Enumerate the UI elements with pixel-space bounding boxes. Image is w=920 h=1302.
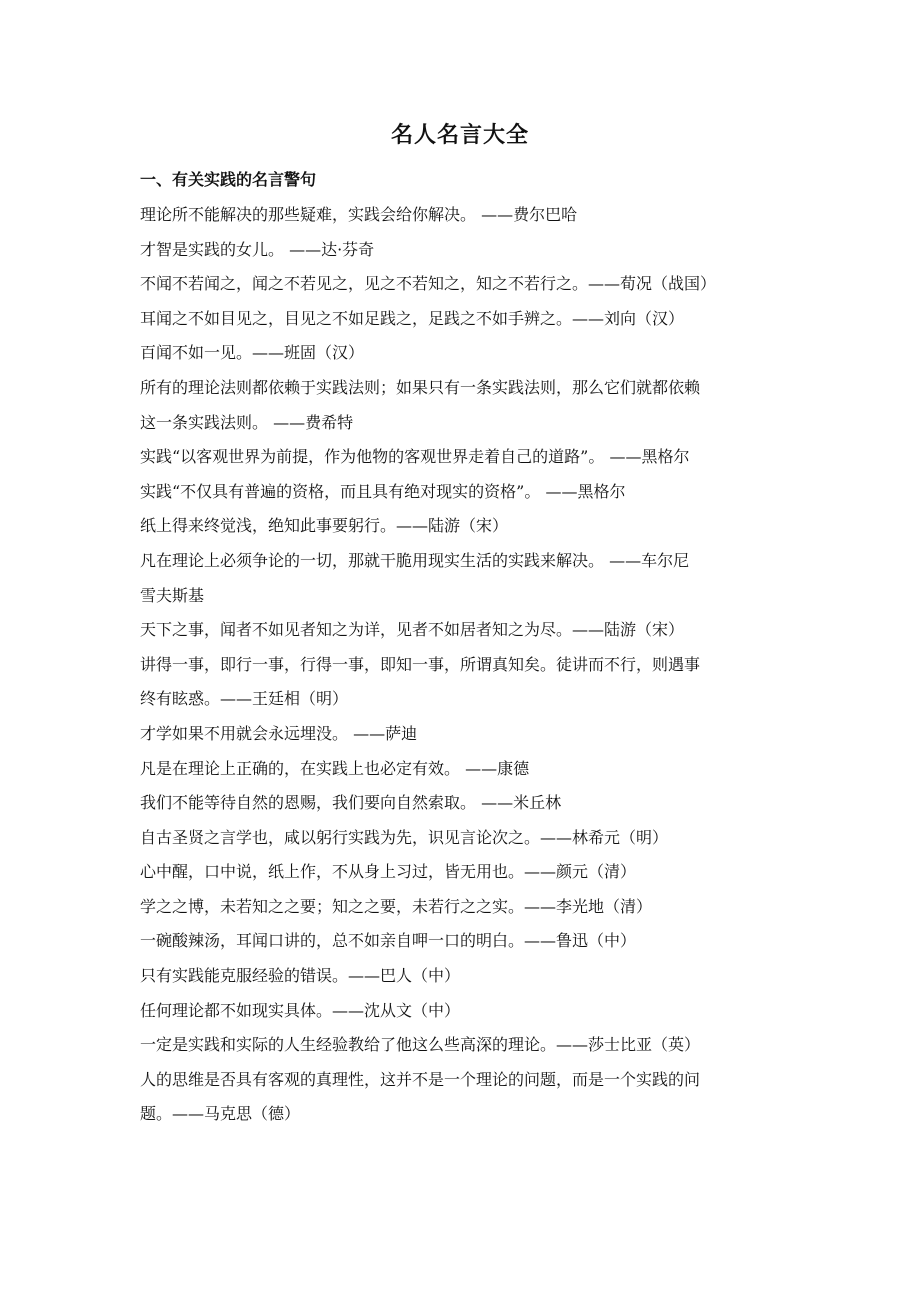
quote-line: 讲得一事，即行一事，行得一事，即知一事，所谓真知矣。徒讲而不行，则遇事	[140, 654, 701, 674]
quote-line: 一碗酸辣汤，耳闻口讲的，总不如亲自呷一口的明白。——鲁迅（中）	[140, 931, 637, 951]
quote-line: 这一条实践法则。 ——费希特	[140, 412, 354, 432]
quote-line: 题。——马克思（德）	[140, 1104, 301, 1124]
quote-line: 才智是实践的女儿。 ——达·芬奇	[140, 239, 375, 259]
quote-line: 终有眩惑。——王廷相（明）	[140, 689, 349, 709]
quote-line: 所有的理论法则都依赖于实践法则；如果只有一条实践法则，那么它们就都依赖	[140, 377, 701, 397]
quote-line: 只有实践能克服经验的错误。——巴人（中）	[140, 966, 461, 986]
quote-line: 自古圣贤之言学也，咸以躬行实践为先，识见言论次之。——林希元（明）	[140, 827, 669, 847]
quote-line: 我们不能等待自然的恩赐，我们要向自然索取。 ——米丘林	[140, 793, 562, 813]
quote-list	[140, 198, 790, 1132]
document-title: 名人名言大全	[390, 123, 529, 148]
quote-line: 心中醒，口中说，纸上作，不从身上习过，皆无用也。——颜元（清）	[140, 862, 637, 882]
quote-line: 不闻不若闻之，闻之不若见之，见之不若知之，知之不若行之。——荀况（战国）	[140, 274, 717, 294]
quote-line: 百闻不如一见。——班固（汉）	[140, 343, 365, 363]
quote-line: 才学如果不用就会永远埋没。 ——萨迪	[140, 723, 418, 743]
quote-line: 耳闻之不如目见之，目见之不如足践之，足践之不如手辨之。——刘向（汉）	[140, 308, 685, 328]
section-heading: 一、有关实践的名言警句	[140, 170, 317, 189]
quote-line: 理论所不能解决的那些疑难，实践会给你解决。 ——费尔巴哈	[140, 205, 578, 224]
quote-line: 任何理论都不如现实具体。——沈从文（中）	[140, 1000, 461, 1020]
quote-line: 凡是在理论上正确的，在实践上也必定有效。 ——康德	[140, 758, 530, 778]
quote-line: 天下之事，闻者不如见者知之为详，见者不如居者知之为尽。——陆游（宋）	[140, 620, 685, 640]
quote-line: 学之之博，未若知之之要；知之之要，未若行之之实。——李光地（清）	[140, 896, 653, 916]
quote-line: 人的思维是否具有客观的真理性，这并不是一个理论的问题，而是一个实践的问	[140, 1069, 701, 1089]
quote-line: 实践“不仅具有普遍的资格，而且具有绝对现实的资格”。 ——黑格尔	[140, 481, 626, 501]
quote-line: 凡在理论上必须争论的一切，那就干脆用现实生活的实践来解决。 ——车尔尼	[140, 550, 690, 570]
quote-line: 雪夫斯基	[140, 585, 205, 605]
quote-line: 实践“以客观世界为前提，作为他物的客观世界走着自己的道路”。 ——黑格尔	[140, 447, 690, 467]
quote-line: 纸上得来终觉浅，绝知此事要躬行。——陆游（宋）	[140, 516, 509, 536]
quote-line: 一定是实践和实际的人生经验教给了他这么些高深的理论。——莎士比亚（英）	[140, 1035, 701, 1055]
